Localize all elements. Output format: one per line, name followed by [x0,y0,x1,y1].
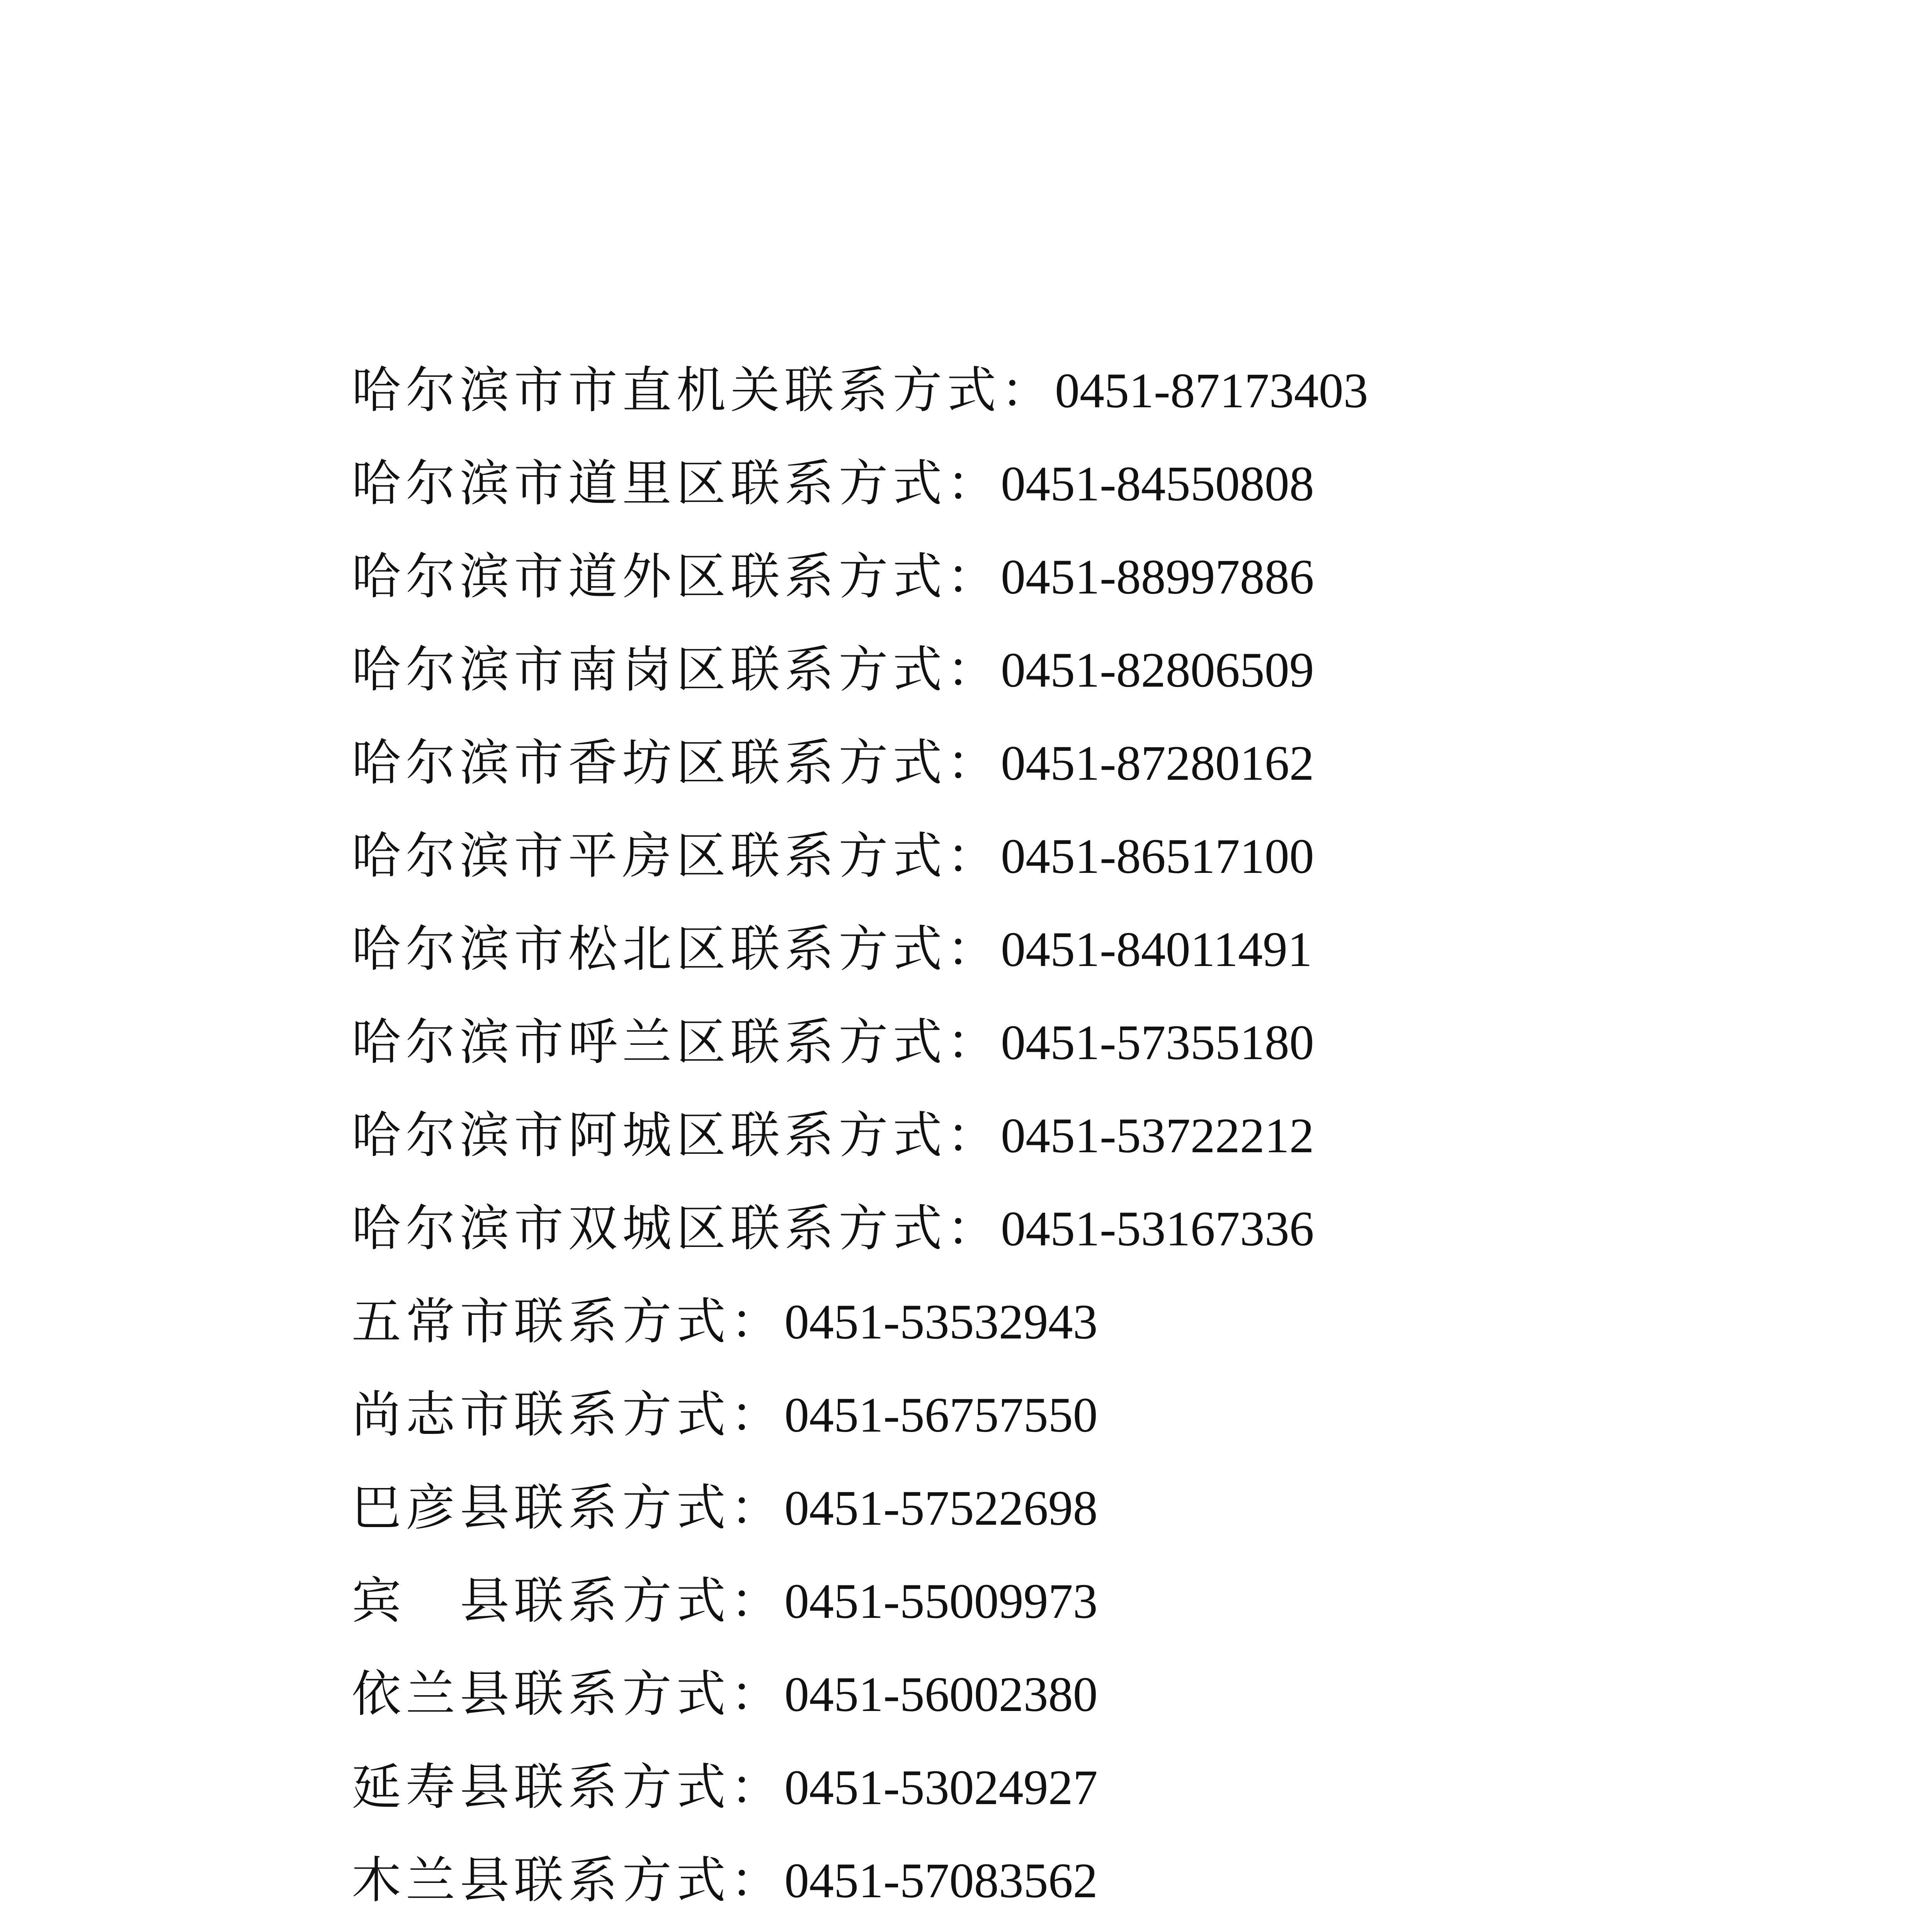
contact-line [352,1741,1743,1834]
contact-phone: 0451-57355180 [1001,1015,1314,1070]
contact-phone: 0451-56002380 [784,1667,1098,1722]
contact-phone: 0451-84550808 [1001,456,1314,511]
contact-label: 哈尔滨市道外区联系方式： [352,548,1001,605]
contact-label: 宾 县联系方式： [352,1572,785,1630]
contact-line [352,716,1743,810]
contact-phone: 0451-84011491 [1001,922,1312,977]
contact-phone: 0451-53532943 [784,1294,1098,1349]
contact-line [352,1461,1743,1554]
contact-label: 尚志市联系方式： [352,1386,785,1444]
contact-line [352,996,1743,1089]
contact-phone: 0451-82806509 [1001,643,1314,697]
contact-line [352,344,1743,437]
contact-line [352,1554,1743,1648]
contact-phone: 0451-53024927 [784,1760,1098,1815]
contact-line [352,623,1743,716]
contact-line [352,1927,1743,1932]
contact-label: 依兰县联系方式： [352,1665,785,1723]
contact-label: 哈尔滨市松北区联系方式： [352,920,1001,978]
contact-label: 五常市联系方式： [352,1293,785,1350]
contact-label: 哈尔滨市阿城区联系方式： [352,1107,1001,1164]
contact-line [352,1648,1743,1741]
contact-label: 延寿县联系方式： [352,1759,785,1816]
contact-phone: 0451-57083562 [784,1853,1098,1908]
contact-line [352,1275,1743,1368]
contact-label: 哈尔滨市市直机关联系方式： [352,362,1055,419]
contact-line [352,1834,1743,1927]
contact-phone: 0451-86517100 [1001,829,1314,884]
contact-phone: 0451-88997886 [1001,549,1314,604]
contact-label: 木兰县联系方式： [352,1852,785,1909]
contact-line [352,437,1743,530]
contact-phone: 0451-57522698 [784,1481,1098,1536]
contact-phone: 0451-55009973 [784,1574,1098,1629]
contact-label: 哈尔滨市平房区联系方式： [352,827,1001,885]
contact-line [352,1089,1743,1182]
contact-label: 哈尔滨市呼兰区联系方式： [352,1014,1001,1071]
contact-line [352,530,1743,623]
contact-label: 哈尔滨市香坊区联系方式： [352,734,1001,792]
contact-phone: 0451-53722212 [1001,1108,1314,1163]
contact-label: 哈尔滨市双城区联系方式： [352,1200,1001,1257]
contact-line [352,810,1743,903]
contact-phone: 0451-56757550 [784,1388,1098,1442]
contact-line [352,1182,1743,1275]
contact-list [352,344,1743,1932]
contact-line [352,903,1743,996]
contact-label: 巴彦县联系方式： [352,1479,785,1537]
contact-phone: 0451-87173403 [1055,363,1368,418]
contact-label: 哈尔滨市道里区联系方式： [352,455,1001,512]
contact-label: 哈尔滨市南岗区联系方式： [352,641,1001,699]
contact-phone: 0451-87280162 [1001,736,1314,791]
contact-phone: 0451-53167336 [1001,1201,1314,1256]
contact-line [352,1368,1743,1461]
